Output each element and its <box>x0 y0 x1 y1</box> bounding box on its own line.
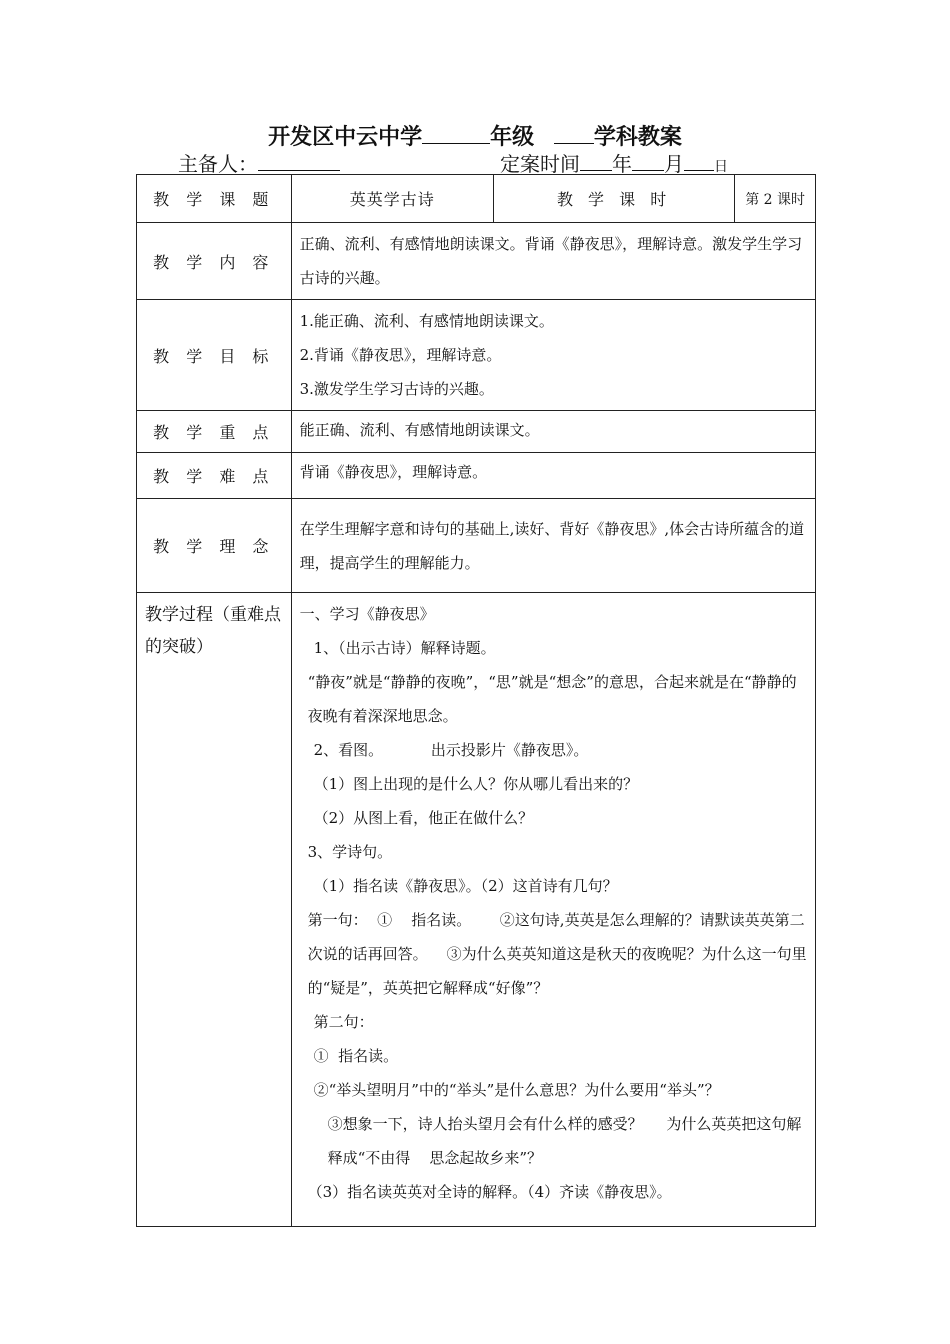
month-label: 月 <box>664 152 684 176</box>
goal-item: 1.能正确、流利、有感情地朗读课文。 <box>299 312 554 330</box>
process-step: 一、学习《静夜思》 <box>299 605 435 623</box>
preparer-blank <box>258 150 340 171</box>
document-title <box>0 120 950 151</box>
philosophy-row <box>137 499 816 593</box>
goals-row <box>137 300 816 411</box>
difficulty-label: 教 学 难 点 <box>137 453 292 499</box>
content-row <box>137 223 816 300</box>
difficulty-value: 背诵《静夜思》，理解诗意。 <box>291 453 815 499</box>
grade-blank <box>422 121 490 144</box>
lesson-plan-table <box>136 174 816 1227</box>
process-step: （1）图上出现的是什么人？你从哪儿看出来的？ <box>313 775 639 793</box>
topic-value: 英英学古诗 <box>291 175 493 223</box>
grade-label: 年级 <box>490 125 535 150</box>
process-content <box>291 593 815 1227</box>
process-step: ②“举头望明月”中的“举头”是什么意思？为什么要用“举头”？ <box>313 1081 720 1099</box>
preparer-label: 主备人： <box>178 152 258 176</box>
process-step: （1）指名读《静夜思》。（2）这首诗有几句？ <box>313 877 618 895</box>
process-step: （3）指名读英英对全诗的解释。（4）齐读《静夜思》。 <box>307 1183 672 1201</box>
school-name: 开发区中云中学 <box>268 125 423 150</box>
key-point-label: 教 学 重 点 <box>137 411 292 453</box>
goal-item: 3.激发学生学习古诗的兴趣。 <box>299 380 494 398</box>
philosophy-label: 教 学 理 念 <box>137 499 292 593</box>
preparer-line <box>178 148 340 177</box>
period-value: 第 2 课时 <box>735 175 816 223</box>
process-step: “静夜”就是“静静的夜晚”，“思”就是“想念”的意思，合起来就是在“静静的夜晚有着深深地思念。 <box>307 673 797 725</box>
day-blank <box>684 150 714 171</box>
philosophy-value: 在学生理解字意和诗句的基础上,读好、背好《静夜思》,体会古诗所蕴含的道理，提高学生的理解能力。 <box>291 499 815 593</box>
difficulty-row <box>137 453 816 499</box>
process-step: 第一句： ① 指名读。 ②这句诗,英英是怎么理解的？请默读英英第二次说的话再回答。 ③为什么英英知道这是秋天的夜晚呢？为什么这一句里的“疑是”，英英把它解释成“好像”？ <box>307 911 807 997</box>
process-step: （2）从图上看，他正在做什么？ <box>313 809 534 827</box>
goal-item: 2.背诵《静夜思》，理解诗意。 <box>299 346 502 364</box>
content-label: 教 学 内 容 <box>137 223 292 300</box>
finalize-date-line <box>500 148 728 177</box>
process-step: 第二句： <box>313 1013 374 1031</box>
topic-label: 教 学 课 题 <box>137 175 292 223</box>
month-blank <box>632 150 664 171</box>
year-blank <box>580 150 612 171</box>
lesson-plan-label: 学科教案 <box>593 125 682 150</box>
goals-label: 教 学 目 标 <box>137 300 292 411</box>
goals-list <box>291 300 815 411</box>
key-point-row <box>137 411 816 453</box>
process-row <box>137 593 816 1227</box>
period-label: 教 学 课 时 <box>493 175 734 223</box>
content-value: 正确、流利、有感情地朗读课文。背诵《静夜思》，理解诗意。激发学生学习古诗的兴趣。 <box>291 223 815 300</box>
year-label: 年 <box>612 152 632 176</box>
process-step: ① 指名读。 <box>313 1047 399 1065</box>
key-point-value: 能正确、流利、有感情地朗读课文。 <box>291 411 815 453</box>
process-step: ③想象一下，诗人抬头望月会有什么样的感受？ 为什么英英把这句解释成“不由得 思念起故乡来”？ <box>327 1115 802 1167</box>
topic-row <box>137 175 816 223</box>
day-label: 日 <box>714 159 728 175</box>
process-step: 2、看图。 出示投影片《静夜思》。 <box>313 741 589 759</box>
process-label: 教学过程（重难点的突破） <box>137 593 292 1227</box>
process-step: 1、（出示古诗）解释诗题。 <box>313 639 496 657</box>
subject-blank <box>554 121 594 144</box>
finalize-label: 定案时间 <box>500 152 580 176</box>
process-step: 3、学诗句。 <box>307 843 393 861</box>
